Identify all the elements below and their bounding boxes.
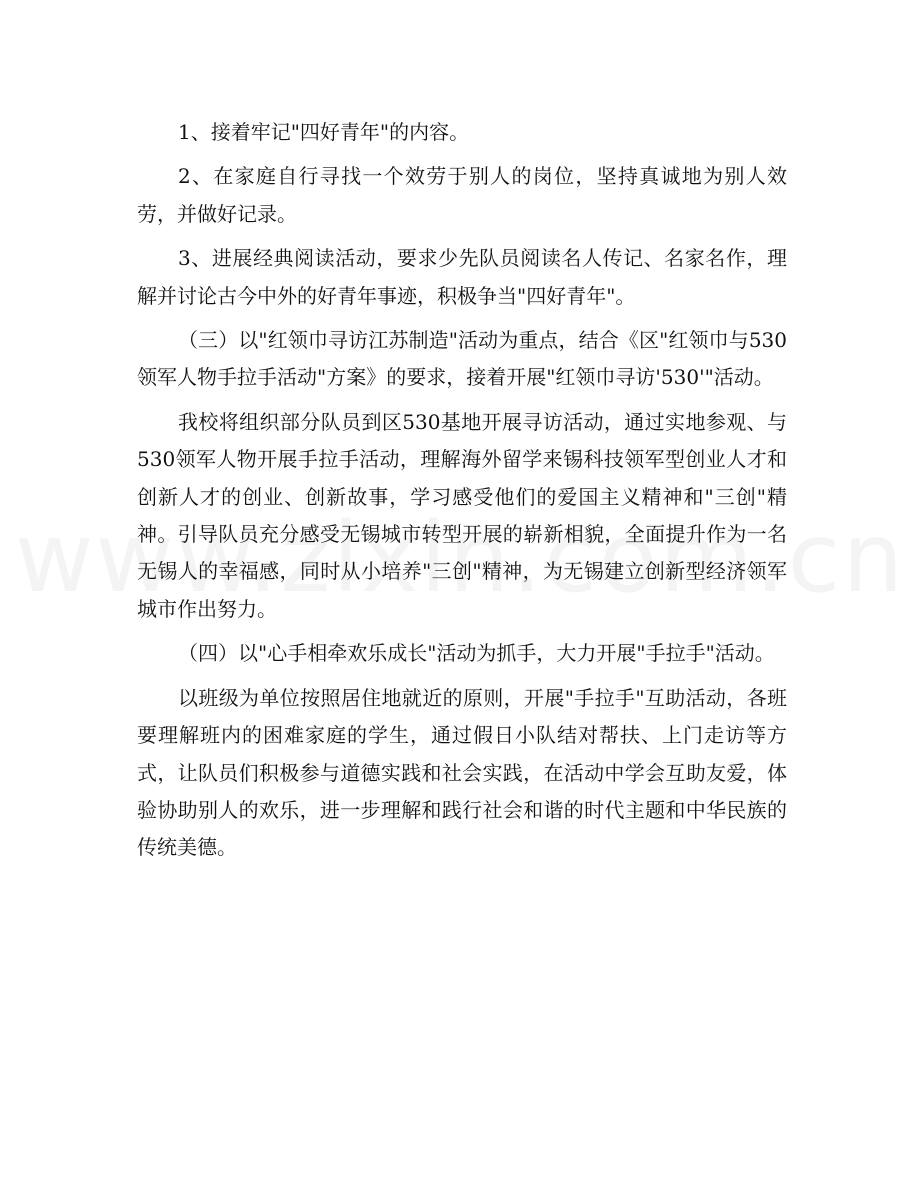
section-three-paragraph: （三）以"红领巾寻访江苏制造"活动为重点，结合《区"红领巾与530领军人物手拉手活动"方案》的要求，接着开展"红领巾寻访'530'"活动。: [137, 328, 787, 390]
mutual-aid-paragraph: 以班级为单位按照居住地就近的原则，开展"手拉手"互助活动，各班要理解班内的困难家庭的学生，通过假日小队结对帮扶、上门走访等方式，让队员们积极参与道德实践和社会实践，在活动中学会互助友爱，体验协助别人的欢乐，进一步理解和践行社会和谐的时代主题和中华民族的传统美德。: [137, 685, 787, 860]
document-body: [137, 114, 787, 867]
paragraph-item-2: 2、在家庭自行寻找一个效劳于别人的岗位，坚持真诚地为别人效劳，并做好记录。: [137, 164, 787, 226]
visit-activity-paragraph: 我校将组织部分队员到区530基地开展寻访活动，通过实地参观、与530领军人物开展手拉手活动，理解海外留学来锡科技领军型创业人才和创新人才的创业、创新故事，学习感受他们的爱国主义精神和"三创"精神。引导队员充分感受无锡城市转型开展的崭新相貌，全面提升作为一名无锡人的幸福感，同时从小培养"三创"精神，为无锡建立创新型经济领军城市作出努力。: [137, 409, 787, 621]
paragraph-item-3: 3、进展经典阅读活动，要求少先队员阅读名人传记、名家名作，理解并讨论古今中外的好青年事迹，积极争当"四好青年"。: [137, 246, 787, 308]
paragraph-item-1: 1、接着牢记"四好青年"的内容。: [178, 120, 470, 144]
section-four-paragraph: （四）以"心手相牵欢乐成长"活动为抓手，大力开展"手拉手"活动。: [178, 641, 775, 666]
